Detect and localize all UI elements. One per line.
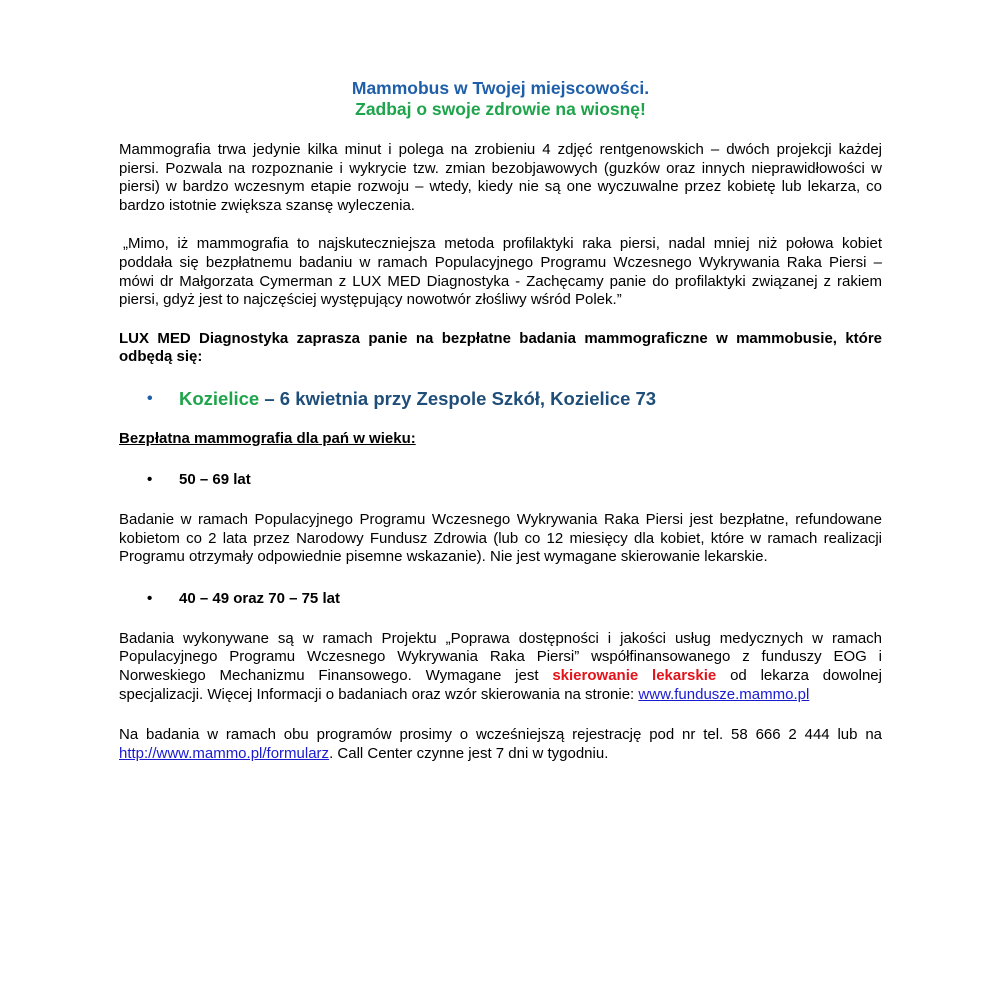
intro-paragraph: Mammografia trwa jedynie kilka minut i polega na zrobieniu 4 zdjęć rentgenowskich – dwóch projekcji każdej piersi. Pozwala na rozpoznanie i wykrycie tzw. zmian bezobjawowych (guzków oraz innych nieprawidłowości w piersi) w bardzo wczesnym etapie rozwoju – wtedy, kiedy nie są one wyczuwalne przez kobietę lub lekarza, co bardzo istotnie zwiększa szansę wyleczenia. [119,141,882,214]
location-place: Kozielice [179,387,260,409]
age-group-2-label: 40 – 49 oraz 70 – 75 lat [179,589,340,607]
registration-paragraph [119,726,882,763]
referral-highlight: skierowanie lekarskie [552,666,717,684]
age-group-1-label: 50 – 69 lat [179,470,251,488]
age-group-2-text-after: od lekarza dowolnej specjalizacji. Więcej Informacji o badaniach oraz wzór skierowania na stronie: [119,666,882,703]
fundusze-link[interactable]: www.fundusze.mammo.pl [638,685,810,703]
bullet-icon: • [147,589,153,607]
age-group-2-text-before: Badania wykonywane są w ramach Projektu „Poprawa dostępności i jakości usług medycznych w ramach Populacyjnego Programu Wczesnego Wykrywania Raka Piersi” współfinansowanego z funduszy EOG i Norweskiego Mechanizmu Finansowego. Wymagane jest [119,629,882,684]
location-item [147,387,882,411]
age-group-1-text: Badanie w ramach Populacyjnego Programu Wczesnego Wykrywania Raka Piersi jest bezpłatne, refundowane kobietom co 2 lata przez Narodowy Fundusz Zdrowia (lub co 12 miesięcy dla kobiet, które w ramach realizacji Programu otrzymały odpowiednie pisemne wskazanie). Nie jest wymagane skierowanie lekarskie. [119,510,882,566]
form-link[interactable]: http://www.mammo.pl/formularz [119,744,330,762]
document-page [0,78,1000,992]
registration-text-after: . Call Center czynne jest 7 dni w tygodniu. [329,744,609,762]
bullet-icon: • [147,389,153,407]
location-details: – 6 kwietnia przy Zespole Szkół, Kozielice 73 [259,387,657,409]
registration-text-before: Na badania w ramach obu programów prosimy o wcześniejszą rejestrację pod nr tel. 58 666 2 444 lub na [119,726,882,744]
age-group-2-text [119,630,882,704]
free-heading: Bezpłatna mammografia dla pań w wieku: [119,429,416,447]
title-line-1: Mammobus w Twojej miejscowości. [351,78,650,98]
age-group-1 [147,470,882,489]
quote-paragraph: „Mimo, iż mammografia to najskuteczniejsza metoda profilaktyki raka piersi, nadal mniej niż połowa kobiet poddała się bezpłatnemu badaniu w ramach Populacyjnego Programu Wczesnego Wykrywania Raka Piersi – mówi dr Małgorzata Cymerman z LUX MED Diagnostyka - Zachęcamy panie do profilaktyki związanej z rakiem piersi, gdyż jest to najczęściej występujący nowotwór złośliwy wśród Polek.” [119,235,882,309]
bullet-icon: • [147,470,153,488]
age-group-2 [147,589,882,608]
title-line-2: Zadbaj o swoje zdrowie na wiosnę! [355,99,646,119]
invitation-paragraph: LUX MED Diagnostyka zaprasza panie na bezpłatne badania mammograficzne w mammobusie, które odbędą się: [119,329,882,366]
